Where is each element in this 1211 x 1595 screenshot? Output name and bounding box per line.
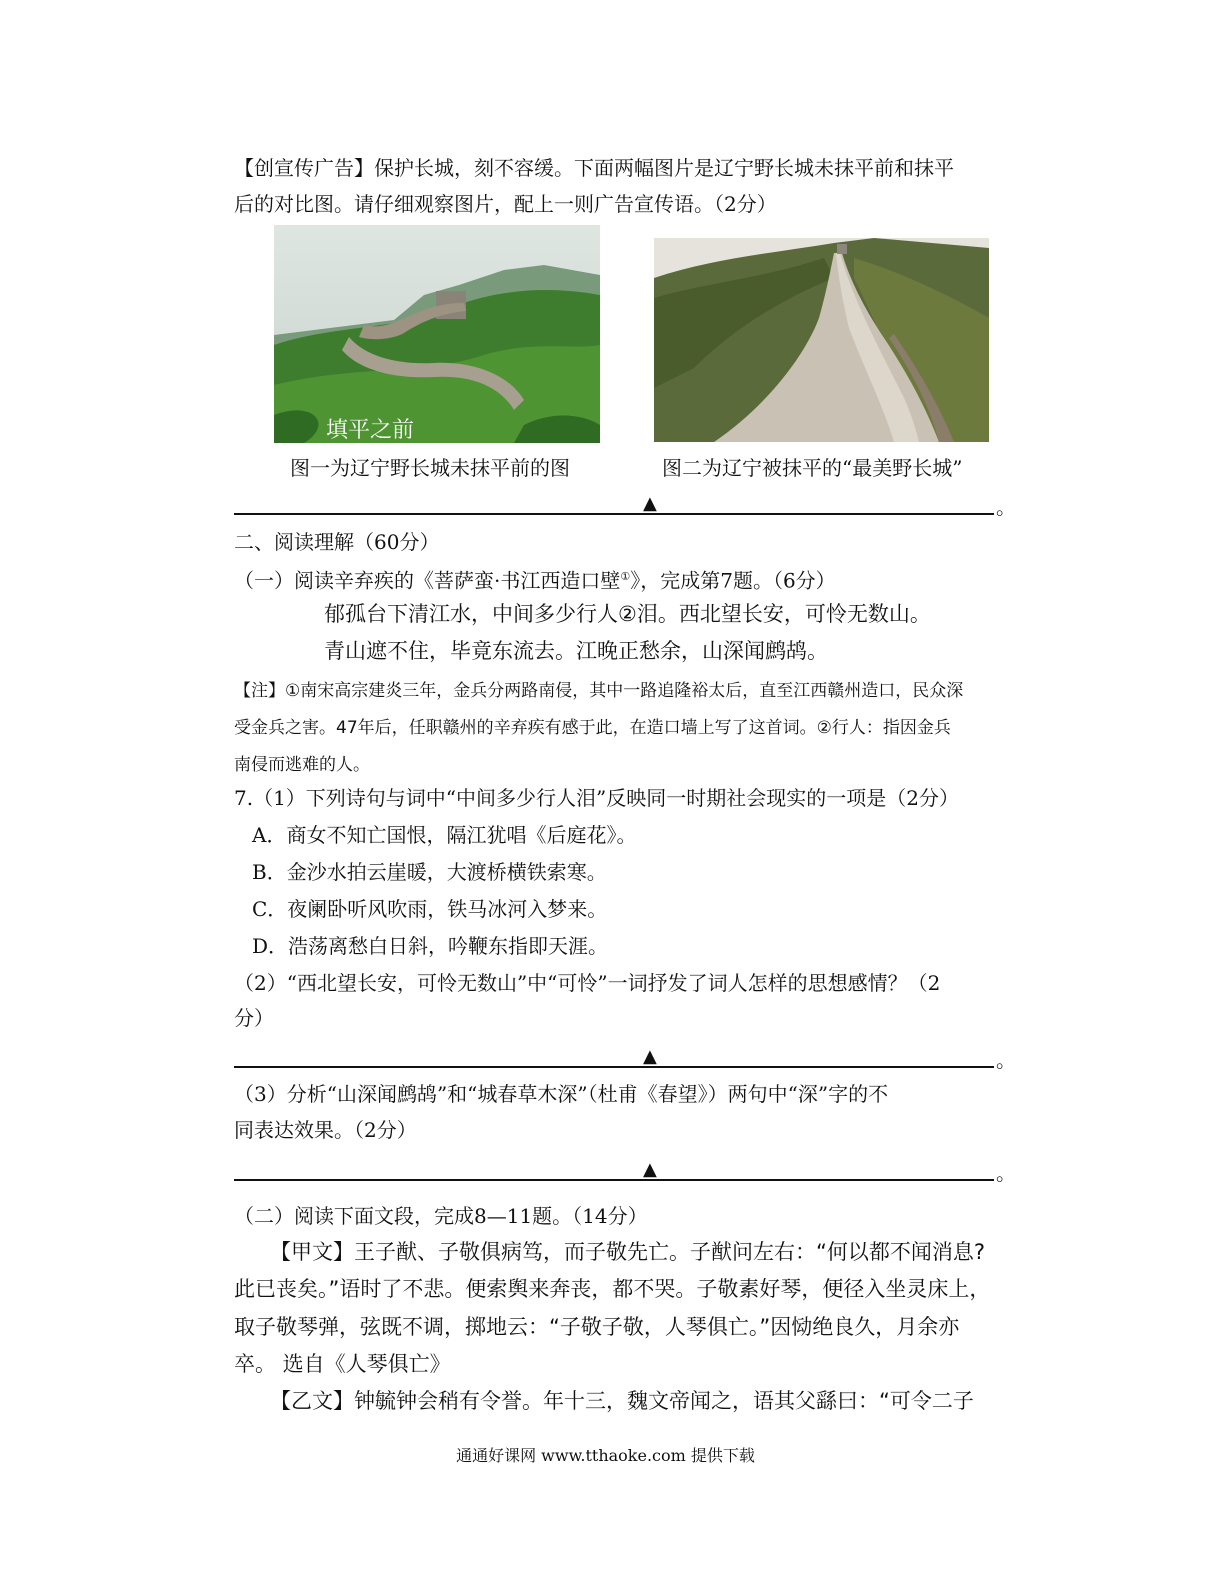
answer-end-period: 。 bbox=[996, 495, 1016, 519]
photo-after-flattening bbox=[654, 238, 989, 442]
answer-line-q7-2[interactable] bbox=[234, 1066, 994, 1068]
subsection-1-text-end: 》，完成第7题。（6分） bbox=[630, 568, 836, 593]
caption-photo-2: 图二为辽宁被抹平的“最美野长城” bbox=[662, 456, 963, 480]
option-c[interactable]: C．夜阑卧听风吹雨，铁马冰河入梦来。 bbox=[252, 897, 608, 921]
passage-jia-line1: 【甲文】王子猷、子敬俱病笃，而子敬先亡。子猷问左右：“何以都不闻消息? bbox=[270, 1240, 986, 1264]
photo-before-flattening bbox=[274, 225, 600, 443]
passage-jia-line2: 此已丧矣。”语时了不悲。便索舆来奔丧，都不哭。子敬素好琴，便径入坐灵床上， bbox=[234, 1277, 991, 1301]
passage-jia-line3: 取子敬琴弹，弦既不调，掷地云：“子敬子敬，人琴俱亡。”因恸绝良久，月余亦 bbox=[234, 1315, 960, 1339]
ad-prompt-line1: 【创宣传广告】保护长城，刻不容缓。下面两幅图片是辽宁野长城未抹平前和抹平 bbox=[234, 156, 954, 180]
page-footer: 通通好课网 www.tthaoke.com 提供下载 bbox=[456, 1446, 755, 1465]
subsection-1-prompt bbox=[234, 564, 836, 594]
option-d[interactable]: D．浩荡离愁白日斜，吟鞭东指即天涯。 bbox=[252, 934, 609, 958]
answer-end-period: 。 bbox=[996, 1048, 1016, 1072]
footnote-marker: ① bbox=[620, 570, 631, 583]
poem-line-2: 青山遮不住，毕竟东流去。江晚正愁余，山深闻鹧鸪。 bbox=[324, 639, 828, 663]
section-heading-reading: 二、阅读理解（60分） bbox=[234, 530, 440, 554]
passage-yi-line1: 【乙文】钟毓钟会稍有令誉。年十三，魏文帝闻之，语其父繇曰：“可令二子 bbox=[270, 1389, 974, 1413]
photo-overlay-text: 填平之前 bbox=[326, 418, 415, 443]
subsection-1-text: （一）阅读辛弃疾的《菩萨蛮·书江西造口壁 bbox=[234, 568, 621, 593]
note-line-1: 【注】①南宋高宗建炎三年，金兵分两路南侵，其中一路追隆裕太后，直至江西赣州造口，民众深 bbox=[234, 681, 964, 701]
answer-marker-triangle: ▲ bbox=[643, 1159, 657, 1180]
ad-prompt-line2: 后的对比图。请仔细观察图片，配上一则广告宣传语。（2分） bbox=[234, 192, 777, 216]
option-a[interactable]: A．商女不知亡国恨，隔江犹唱《后庭花》。 bbox=[252, 823, 637, 847]
great-wall-green-image bbox=[274, 225, 600, 443]
question-7-1: 7.（1）下列诗句与词中“中间多少行人泪”反映同一时期社会现实的一项是（2分） bbox=[234, 786, 959, 810]
question-7-2-line2: 分） bbox=[234, 1006, 274, 1030]
question-7-3-line1: （3）分析“山深闻鹧鸪”和“城春草木深”（杜甫《春望》）两句中“深”字的不 bbox=[234, 1082, 889, 1106]
poem-line-1: 郁孤台下清江水，中间多少行人②泪。西北望长安，可怜无数山。 bbox=[324, 602, 931, 626]
question-7-2-line1: （2）“西北望长安，可怜无数山”中“可怜”一词抒发了词人怎样的思想感情？（2 bbox=[234, 971, 941, 995]
option-b[interactable]: B．金沙水拍云崖暖，大渡桥横铁索寒。 bbox=[252, 860, 607, 884]
answer-line-ad[interactable] bbox=[234, 513, 994, 515]
note-line-3: 南侵而逃难的人。 bbox=[234, 755, 370, 775]
answer-end-period: 。 bbox=[996, 1161, 1016, 1185]
passage-jia-line4: 卒。 选自《人琴俱亡》 bbox=[234, 1352, 451, 1376]
answer-marker-triangle: ▲ bbox=[643, 493, 657, 514]
great-wall-flattened-image bbox=[654, 238, 989, 442]
answer-marker-triangle: ▲ bbox=[643, 1046, 657, 1067]
answer-line-q7-3[interactable] bbox=[234, 1179, 994, 1181]
subsection-2-prompt: （二）阅读下面文段，完成8—11题。（14分） bbox=[234, 1204, 648, 1228]
caption-photo-1: 图一为辽宁野长城未抹平前的图 bbox=[290, 456, 570, 480]
note-line-2: 受金兵之害。47年后，任职赣州的辛弃疾有感于此，在造口墙上写了这首词。②行人：指因金兵 bbox=[234, 718, 951, 738]
question-7-3-line2: 同表达效果。（2分） bbox=[234, 1118, 417, 1142]
